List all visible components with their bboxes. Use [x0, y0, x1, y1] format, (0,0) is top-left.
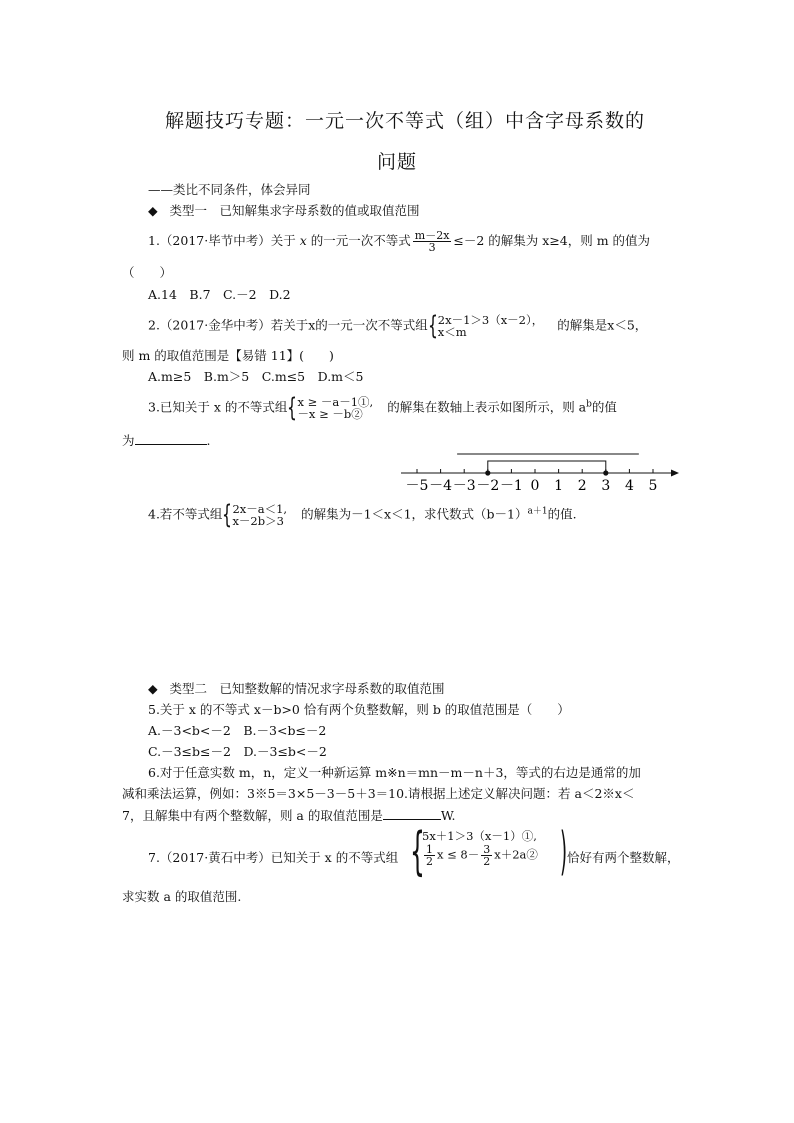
inequality-system: { x ≥ －a－1①, －x ≥ －b②: [287, 393, 374, 423]
tick-label: －5: [405, 478, 429, 494]
section-heading-2: ◆ 类型二 已知整数解的情况求字母系数的取值范围: [148, 681, 445, 696]
question-2-options: A.m≥5 B.m＞5 C.m≤5 D.m＜5: [148, 369, 364, 384]
question-2-line2: 则 m 的取值范围是【易错 11】( ): [122, 348, 334, 363]
question-5-options-1: A.－3<b<－2 B.－3<b≤－2: [148, 723, 327, 738]
question-7-suffix: 恰好有两个整数解，: [567, 850, 680, 865]
subtitle: ——类比不同条件，体会异同: [148, 182, 311, 197]
tick-label: 3: [601, 478, 611, 494]
arrow-icon: [671, 470, 679, 477]
question-3-line2: 为 .: [122, 433, 211, 448]
page-title: 解题技巧专题：一元一次不等式（组）中含字母系数的: [165, 110, 646, 132]
question-7-line2: 求实数 a 的取值范围.: [122, 889, 242, 904]
solid-point: [603, 470, 608, 475]
page-title-line2: 问题: [377, 151, 418, 173]
tick-label: －2: [476, 478, 500, 494]
fraction: $\frac{m-2x}{3}$: [414, 229, 450, 254]
tick-label: －4: [429, 478, 453, 494]
solution-bracket: [488, 461, 606, 473]
question-3: 3.已知关于 x 的不等式组 { x ≥ －a－1①, －x ≥ －b② 的解集在数轴上表示如图所示，则 $a^b$的值: [148, 393, 617, 423]
question-6-line3: 7，且解集中有两个整数解，则 a 的取值范围是 W.: [122, 808, 456, 823]
question-5-options-2: C.－3≤b≤－2 D.－3≤b<－2: [148, 744, 327, 759]
question-7: 7.（2017·黄石中考）已知关于 x 的不等式组: [148, 850, 399, 865]
closing-brace: ): [560, 822, 568, 882]
inequality-system: { 2x－a＜1, x－2b＞3: [222, 500, 288, 530]
tick-label: 5: [648, 478, 658, 494]
tick-label: 2: [577, 478, 587, 494]
question-6-line1: 6.对于任意实数 m，n，定义一种新运算 m※n＝mn－m－n＋3，等式的右边是通常的加: [148, 765, 641, 780]
question-1-options: A.14 B.7 C.－2 D.2: [148, 287, 291, 302]
question-2: 2.（2017·金华中考）若关于x的一元一次不等式组 { 2x－1＞3（x－2）， x＜m 的解集是x＜5，: [148, 311, 648, 341]
question-4: 4.若不等式组 { 2x－a＜1, x－2b＞3 的解集为－1＜x＜1，求代数式$(b-1)^{a+1}$的值.: [148, 500, 577, 530]
tick-label: 4: [624, 478, 634, 494]
question-5: 5.关于 x 的不等式 x－b>0 恰有两个负整数解，则 b 的取值范围是（ ）: [148, 702, 570, 717]
solid-point: [485, 470, 490, 475]
question-1: 1.（2017·毕节中考）关于 x 的一元一次不等式 $\frac{m-2x}{3}$ ≤－2 的解集为 x≥4，则 m 的值为: [148, 229, 651, 254]
question-6-line2: 减和乘法运算，例如：3※5＝3×5－3－5＋3＝10.请根据上述定义解决问题：若 a＜2※x＜: [122, 786, 635, 801]
answer-blank[interactable]: [135, 432, 207, 445]
tick-label: 1: [554, 478, 564, 494]
number-line: [395, 445, 680, 495]
tick-label: 0: [530, 478, 540, 494]
question-1-paren: （ ）: [122, 265, 173, 280]
inequality-system: { 2x－1＞3（x－2）， x＜m: [427, 311, 544, 341]
diamond-icon: ◆: [148, 681, 158, 696]
diamond-icon: ◆: [148, 203, 158, 218]
section-heading-1: ◆ 类型一 已知解集求字母系数的值或取值范围: [148, 203, 420, 218]
brace: {: [410, 822, 425, 882]
tick-label: －1: [499, 478, 523, 494]
answer-blank[interactable]: [383, 807, 441, 820]
tick-label: －3: [452, 478, 476, 494]
